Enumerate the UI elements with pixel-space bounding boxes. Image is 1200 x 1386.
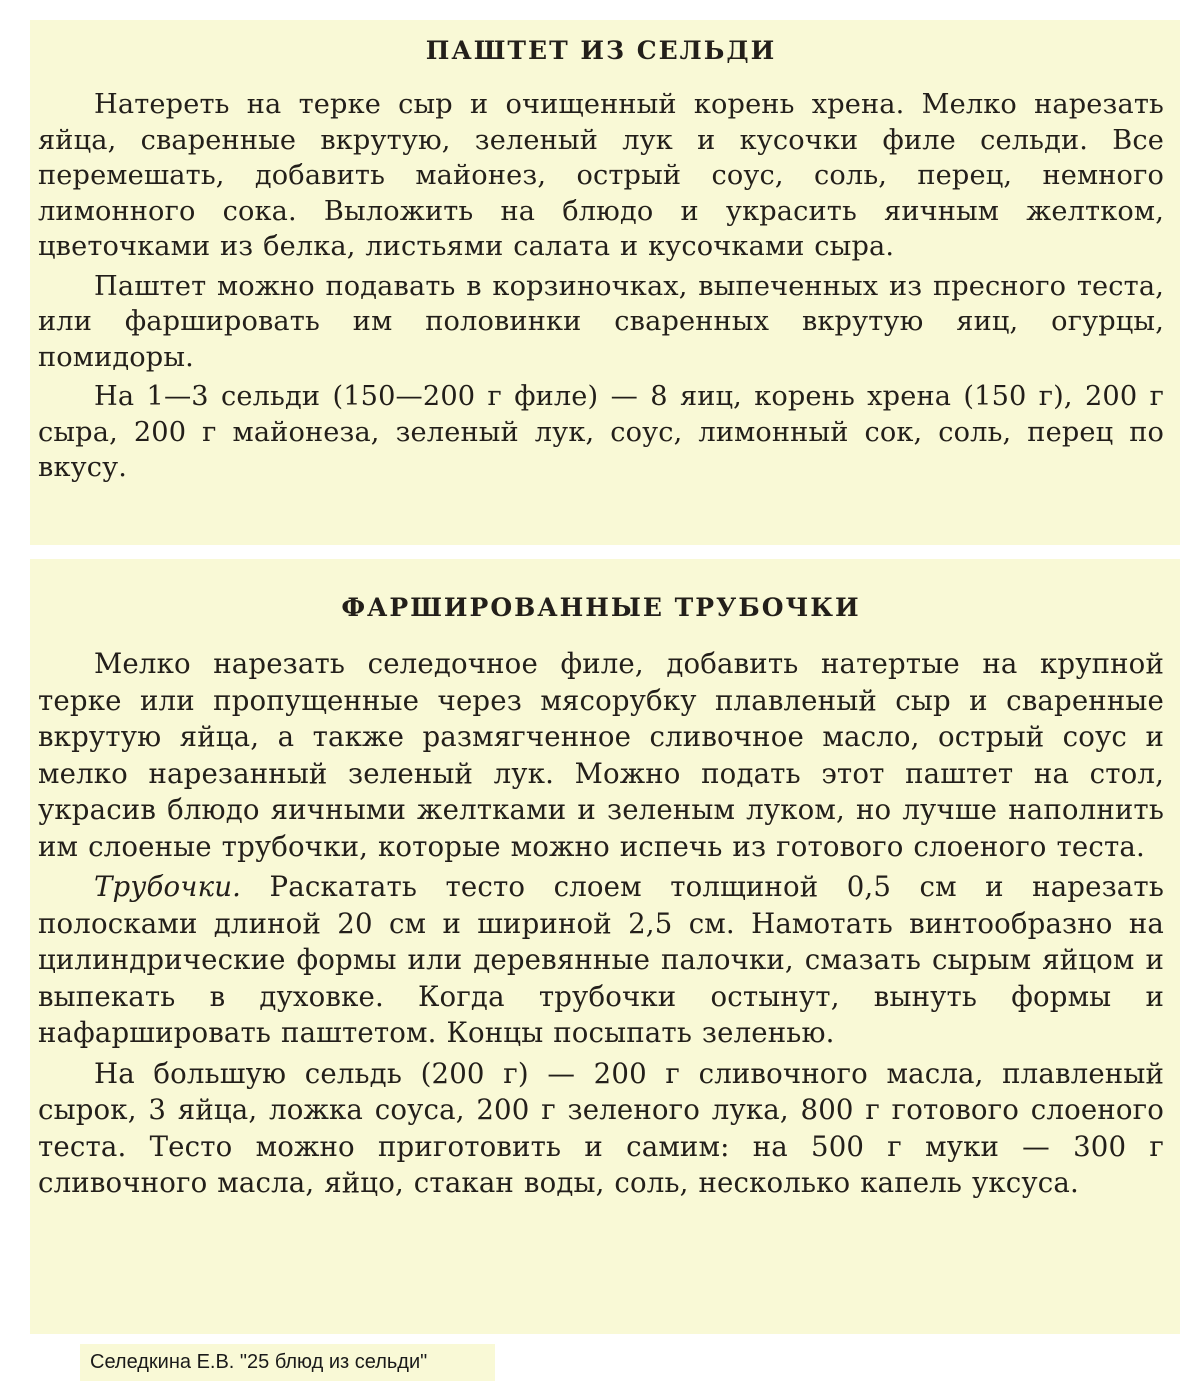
page <box>30 20 1180 1342</box>
recipe-tubes-paragraph <box>38 869 1164 1052</box>
recipe-paragraph: Мелко нарезать селедочное филе, добавить натертые на крупной терке или пропущенные через мясорубку плавленый сыр и сваренные вкрутую яйца, а также размягченное сливочное масло, острый соус и мелко нарезанный зеленый лук. Можно подать этот паштет на стол, украсив блюдо яичными желтками и зеленым луком, но лучше наполнить им слоеные трубочки, которые можно испечь из готового слоеного теста. <box>38 647 1164 863</box>
recipe-title: ПАШТЕТ ИЗ СЕЛЬДИ <box>425 36 777 65</box>
recipe-stuffed-tubes <box>30 559 1180 1334</box>
recipe-title: ФАРШИРОВАННЫЕ ТРУБОЧКИ <box>341 593 861 622</box>
tubes-text: Раскатать тесто слоем толщиной 0,5 см и нарезать полосками длиной 20 см и шириной 2,5 см. Намотать винтообразно на цилиндрические формы или деревянные палочки, смазать сырым яйцом и выпекать в духовке. Когда трубочки остынут, вынуть формы и нафаршировать паштетом. Концы посыпать зеленью. <box>38 870 1164 1049</box>
source-caption: Селедкина Е.В. "25 блюд из сельди" <box>80 1344 495 1381</box>
tubes-lead: Трубочки. <box>94 870 242 903</box>
recipe-ingredients: На 1—3 сельди (150—200 г филе) — 8 яиц, корень хрена (150 г), 200 г сыра, 200 г майонеза, зеленый лук, соус, лимонный сок, соль, перец по вкусу. <box>38 381 1164 483</box>
recipe-herring-pate <box>30 20 1180 545</box>
recipe-paragraph: Натереть на терке сыр и очищенный корень хрена. Мелко нарезать яйца, сваренные вкрутую, зеленый лук и кусочки филе сельди. Все перемешать, добавить майонез, острый соус, соль, перец, немного лимонного сока. Выложить на блюдо и украсить яичным желтком, цветочками из белка, листьями салата и кусочками сыра. <box>38 89 1164 262</box>
recipe-paragraph: Паштет можно подавать в корзиночках, выпеченных из пресного теста, или фаршировать им половинки сваренных вкрутую яиц, огурцы, помидоры. <box>38 270 1164 373</box>
recipe-ingredients: На большую сельдь (200 г) — 200 г сливочного масла, плавленый сырок, 3 яйца, ложка соуса, 200 г зеленого лука, 800 г готового слоеного теста. Тесто можно приготовить и самим: на 500 г муки — 300 г сливочного масла, яйцо, стакан воды, соль, несколько капель уксуса. <box>38 1056 1164 1199</box>
